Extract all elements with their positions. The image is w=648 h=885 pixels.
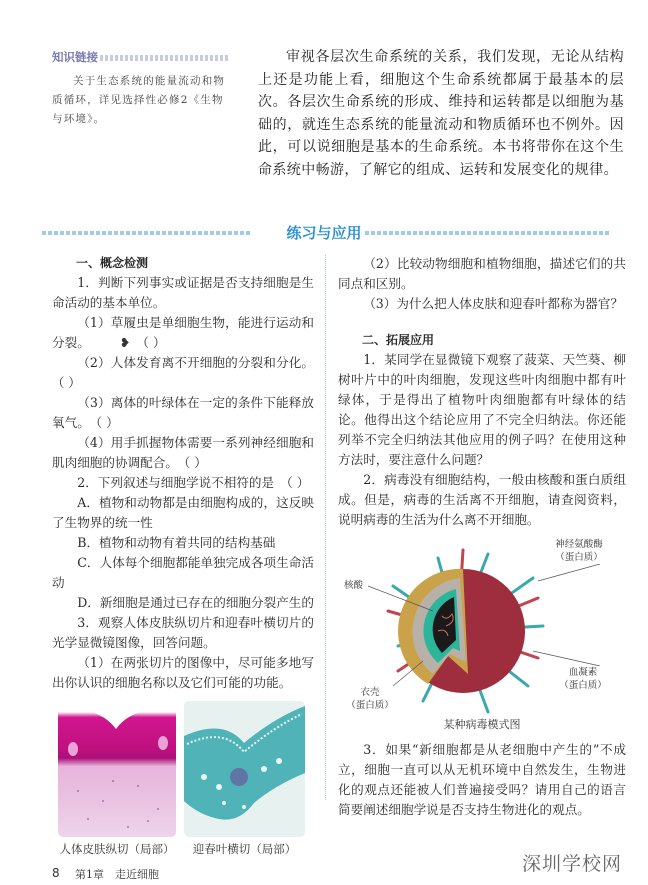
question-3-3: （3）为什么把人体皮肤和迎春叶都称为器官？ bbox=[363, 296, 624, 311]
spacer bbox=[338, 314, 626, 330]
virus-caption: 某种病毒模式图 bbox=[443, 718, 521, 731]
section-wave-right bbox=[365, 231, 610, 235]
option-b: B．植物和动物有着共同的结构基础 bbox=[77, 535, 276, 550]
answer-blank[interactable]: （ ） bbox=[58, 375, 81, 390]
question-3-1: （1）在两张切片的图像中，尽可能多地写出你认识的细胞名称以及它们可能的功能。 bbox=[52, 655, 314, 690]
knowledge-link-divider bbox=[100, 55, 230, 61]
leaf-image-caption: 迎春叶横切（局部） bbox=[192, 842, 297, 856]
option-c: C．人体每个细胞都能单独完成各项生命活动 bbox=[52, 555, 314, 590]
extension-question-2: 2．病毒没有细胞结构，一般由核酸和蛋白质组成。但是，病毒的生活离不开细胞，请查阅资料，说明病毒的生活为什么离不开细胞。 bbox=[338, 472, 626, 527]
column-divider bbox=[325, 255, 326, 800]
concept-check-heading: 一、概念检测 bbox=[76, 256, 149, 270]
knowledge-link-title: 知识链接 bbox=[52, 50, 98, 64]
knowledge-link-text: 关于生态系统的能量流动和物质循环，详见选择性必修2《生物与环境》。 bbox=[52, 75, 226, 125]
left-column bbox=[52, 253, 314, 858]
question-1-item-1: （1）草履虫是单细胞生物，能进行运动和分裂。 ❥ （ ） bbox=[52, 315, 314, 350]
watermark: 深圳学校网 bbox=[522, 853, 623, 875]
option-d: D．新细胞是通过已存在的细胞分裂产生的 bbox=[77, 595, 314, 610]
question-1-item-4: （4）用手抓握物体需要一系列神经细胞和肌肉细胞的协调配合。 （ ） bbox=[52, 435, 314, 470]
virus-diagram bbox=[338, 536, 618, 716]
question-1-item-3: （3）离体的叶绿体在一定的条件下能释放氧气。 （ ） bbox=[52, 395, 314, 430]
skin-figure bbox=[58, 701, 176, 858]
question-3-2: （2）比较动物细胞和植物细胞，描述它们的共同点和区别。 bbox=[338, 256, 626, 291]
answer-blank[interactable]: （ ） bbox=[95, 415, 119, 430]
label-neuraminidase: 神经氨酸酶 （蛋白质） bbox=[543, 538, 615, 564]
extension-heading: 二、拓展应用 bbox=[362, 333, 435, 347]
question-1: 1．判断下列事实或证据是否支持细胞是生命活动的基本单位。 bbox=[52, 275, 314, 310]
skin-texture bbox=[58, 701, 176, 837]
leaf-texture bbox=[184, 701, 305, 837]
chapter-title: 第1章 走近细胞 bbox=[75, 868, 159, 881]
label-capsid: 衣壳 （蛋白质） bbox=[340, 686, 400, 712]
skin-section-image bbox=[58, 701, 176, 837]
page-number: 8 bbox=[52, 866, 60, 880]
right-column bbox=[338, 254, 626, 820]
question-1-item-2: （2）人体发育离不开细胞的分裂和分化。（ ） bbox=[58, 355, 314, 390]
question-2: 2．下列叙述与细胞学说不相符的是 （ ） bbox=[77, 475, 310, 490]
answer-blank[interactable]: （ ） bbox=[183, 455, 207, 470]
option-a: A．植物和动物都是由细胞构成的，这反映了生物界的统一性 bbox=[52, 495, 314, 530]
answer-blank[interactable]: （ ） bbox=[136, 335, 166, 350]
extension-question-1: 1．某同学在显微镜下观察了菠菜、天竺葵、柳树叶片中的叶肉细胞，发现这些叶肉细胞中都有叶绿体，于是得出了植物叶肉细胞都有叶绿体的结论。他得出这个结论应用了不完全归纳法。你还能列举不完全归纳法其他应用的例子吗？在使用这种方法时，要注意什么问题？ bbox=[338, 352, 626, 467]
leaf-figure bbox=[184, 701, 305, 858]
leaf-section-image bbox=[184, 701, 305, 837]
skin-image-caption: 人体皮肤纵切（局部） bbox=[59, 842, 175, 856]
label-nucleic-acid: 核酸 bbox=[344, 580, 364, 591]
answer-blank[interactable]: （ ） bbox=[280, 475, 310, 490]
question-3: 3．观察人体皮肤纵切片和迎春叶横切片的光学显微镜图像，回答问题。 bbox=[52, 615, 314, 650]
section-title: 练习与应用 bbox=[286, 224, 362, 242]
heart-mark-icon: ❥ bbox=[119, 335, 131, 350]
main-paragraph: 审视各层次生命系统的关系，我们发现，无论从结构上还是功能上看，细胞这个生命系统都属于最基本的层次。各层次生命系统的形成、维持和运转都是以细胞为基础的，就连生态系统的能量流动和物质循环也不例外。因此，可以说细胞是基本的生命系统。本书将带你在这个生命系统中畅游，了解它的组成、运转和发展变化的规律。 bbox=[258, 49, 624, 178]
label-hemagglutinin: 血凝素 （蛋白质） bbox=[550, 666, 616, 692]
extension-question-3: 3．如果“新细胞都是从老细胞中产生的”不成立，细胞一直可以从无机环境中自然发生，生物进化的观点还能被人们普遍接受吗？请用自己的语言简要阐述细胞学说是否支持生物进化的观点。 bbox=[338, 742, 626, 817]
section-images bbox=[58, 701, 314, 858]
